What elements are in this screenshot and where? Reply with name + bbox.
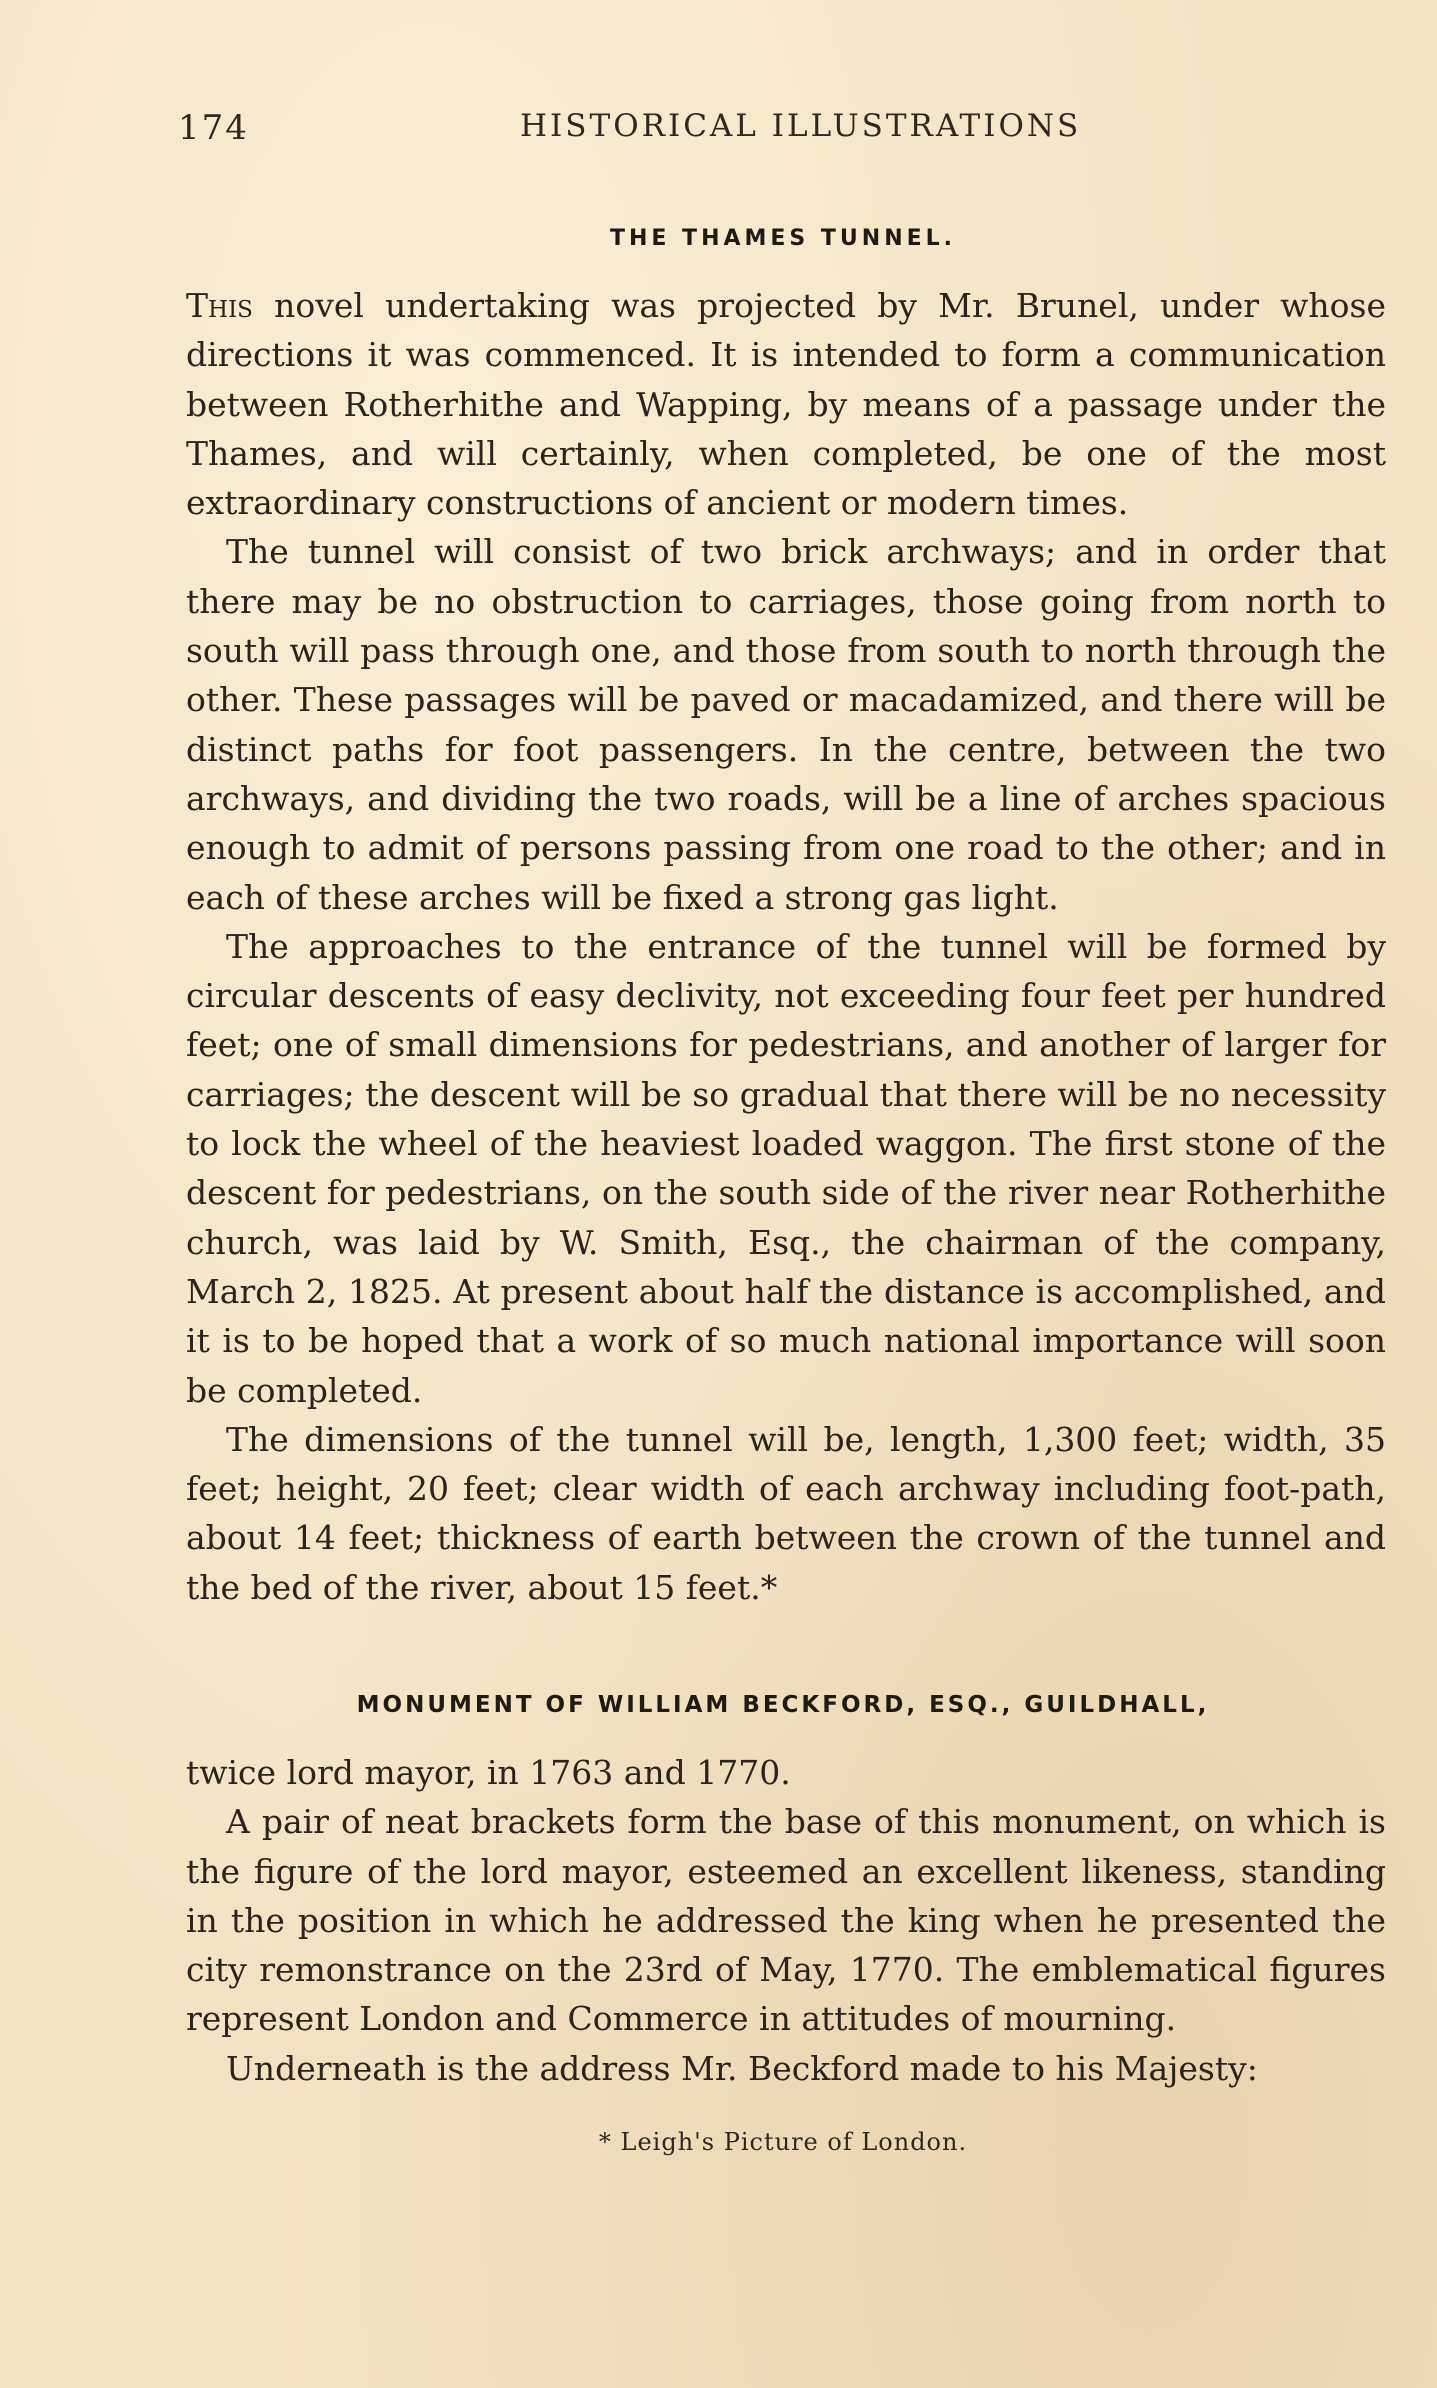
- footnote: * Leigh's Picture of London.: [598, 2128, 968, 2156]
- section-body-thames-tunnel: [186, 281, 1386, 1612]
- paragraph: The tunnel will consist of two brick archways; and in order that there may be no obstruction to carriages, those going from north to south will pass through one, and those from south to north through the other. These passages will be paved or macadamized, and there will be distinct paths for foot passengers. In the centre, between the two archways, and dividing the two roads, will be a line of arches spacious enough to admit of persons passing from one road to the other; and in each of these arches will be fixed a strong gas light.: [186, 532, 1386, 917]
- page-header: [178, 108, 1388, 158]
- paragraph: twice lord mayor, in 1763 and 1770.: [186, 1753, 791, 1792]
- paragraph: The approaches to the entrance of the tunnel will be formed by circular descents of easy declivity, not exceeding four feet per hundred feet; one of small dimensions for pedestrians, and another of larger for carriages; the descent will be so gradual that there will be no necessity to lock the wheel of the heaviest loaded waggon. The first stone of the descent for pedestrians, on the south side of the river near Rotherhithe church, was laid by W. Smith, Esq., the chairman of the company, March 2, 1825. At present about half the distance is accomplished, and it is to be hoped that a work of so much national importance will soon be completed.: [186, 926, 1386, 1410]
- paragraph: A pair of neat brackets form the base of this monument, on which is the figure of the lord mayor, esteemed an excellent likeness, standing in the position in which he addressed the king when he presented the city remonstrance on the 23rd of May, 1770. The emblematical figures represent London and Commerce in attitudes of mourning.: [186, 1802, 1386, 2039]
- paragraph: Underneath is the address Mr. Beckford made to his Majesty:: [226, 2048, 1258, 2088]
- section-title-beckford-monument: MONUMENT OF WILLIAM BECKFORD, ESQ., GUILDHALL,: [356, 1692, 1210, 1718]
- paragraph: [186, 281, 1386, 527]
- paragraph-text: novel undertaking was projected by Mr. Brunel, under whose directions it was commenced. It is intended to form a communication between Rotherhithe and Wapping, by means of a passage under the Thames, and will certainly, when completed, be one of the most extraordinary constructions of ancient or modern times.: [186, 286, 1386, 523]
- page-number: 174: [178, 108, 249, 148]
- opening-word: This: [186, 286, 253, 325]
- paragraph: The dimensions of the tunnel will be, length, 1,300 feet; width, 35 feet; height, 20 feet; clear width of each archway including foot-path, about 14 feet; thickness of earth between the crown of the tunnel and the bed of the river, about 15 feet.*: [186, 1419, 1386, 1607]
- section-body-beckford-monument: [186, 1748, 1386, 2093]
- section-title-thames-tunnel: THE THAMES TUNNEL.: [609, 226, 957, 251]
- running-head: HISTORICAL ILLUSTRATIONS: [520, 108, 1082, 144]
